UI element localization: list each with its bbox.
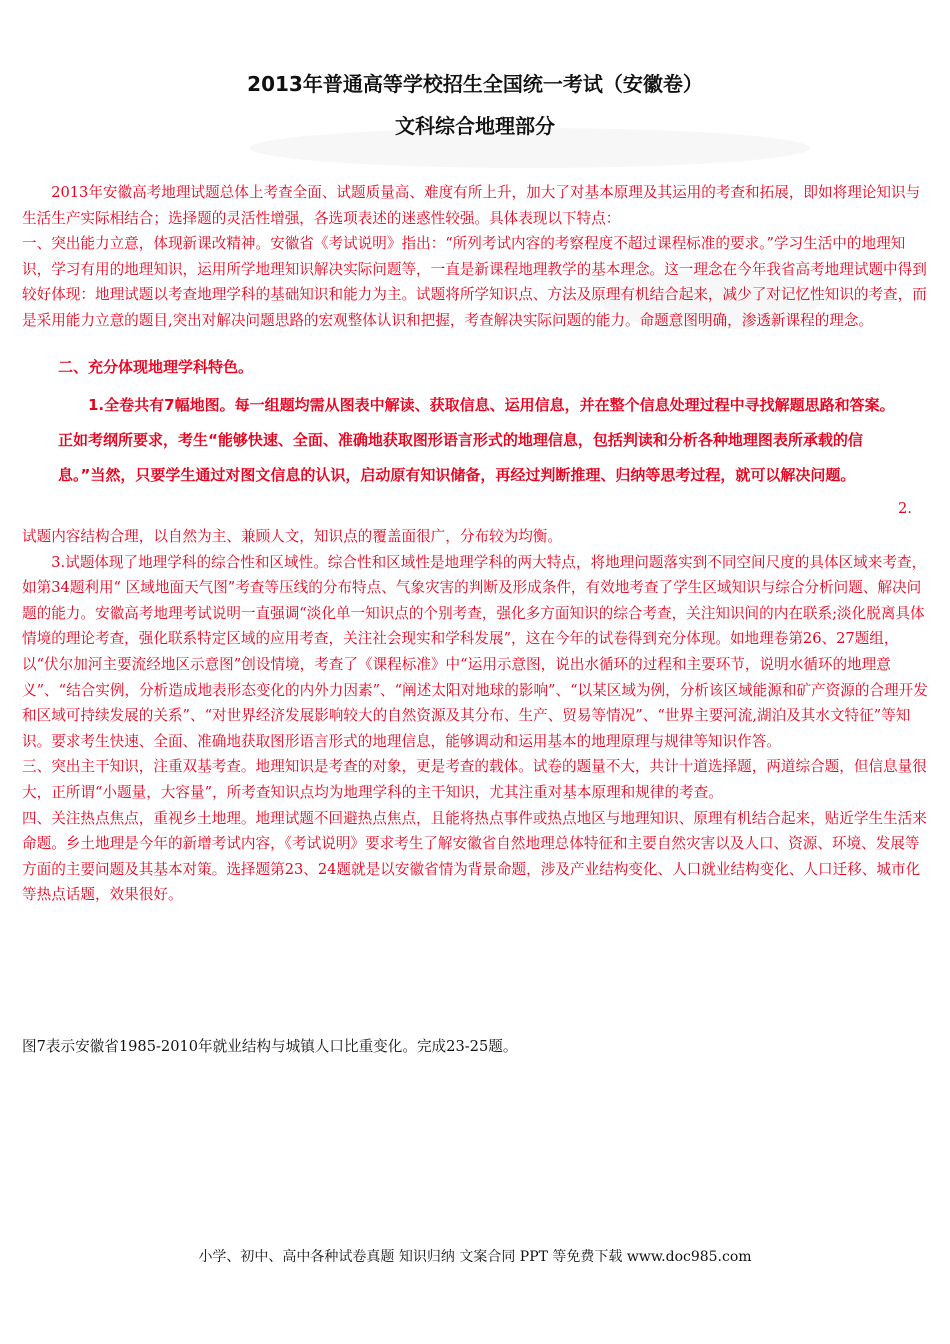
point3-paragraph: 3.试题体现了地理学科的综合性和区域性。综合性和区域性是地理学科的两大特点，将地理问题落实到不同空间尺度的具体区域来考查，如第34题利用“ 区域地面天气图”考查等压线的分布特点、气象灾害的判断及形成条件，有效地考查了学生区域知识与综合分析问题、解决问题的能力。安徽高考地理考试说明一直强调“淡化单一知识点的个别考查，强化多方面知识的综合考查，关注知识间的内在联系;淡化脱离具体情境的理论考查，强化联系特定区域的应用考查，关注社会现实和学科发展”，这在今年的试卷得到充分体现。如地理卷第26、27题组，以“伏尔加河主要流经地区示意图”创设情境，考查了《课程标准》中“运用示意图，说出水循环的过程和主要环节，说明水循环的地理意义”、“结合实例，分析造成地表形态变化的内外力因素”、“阐述太阳对地球的影响”、“以某区域为例，分析该区域能源和矿产资源的合理开发和区域可持续发展的关系”、“对世界经济发展影响较大的自然资源及其分布、生产、贸易等情况”、“世界主要河流,湖泊及其水文特征”等知识。要求考生快速、全面、准确地获取图形语言形式的地理信息，能够调动和运用基本的地理原理与规律等知识作答。 [22, 553, 928, 750]
intro-paragraph: 2013年安徽高考地理试题总体上考查全面、试题质量高、难度有所上升，加大了对基本原理及其运用的考查和拓展，即如将理论知识与生活生产实际相结合；选择题的灵活性增强，各选项表述的迷惑性较强。具体表现以下特点： [22, 184, 921, 227]
figure-intro-text: 图7表示安徽省1985-2010年就业结构与城镇人口比重变化。完成23-25题。 [22, 1038, 518, 1055]
footer-link-text[interactable]: 小学、初中、高中各种试卷真题 知识归纳 文案合同 PPT 等免费下载 www.doc985.com [198, 1249, 752, 1265]
section2-point1: 1.全卷共有7幅地图。每一组题均需从图表中解读、获取信息、运用信息，并在整个信息处理过程中寻找解题思路和答案。正如考纲所要求，考生“能够快速、全面、准确地获取图形语言形式的地理信息，包括判读和分析各种地理图表所承载的信息。”当然，只要学生通过对图文信息的认识，启动原有知识储备，再经过判断推理、归纳等思考过程，就可以解决问题。 [58, 396, 895, 484]
section4-paragraph: 四、关注热点焦点，重视乡土地理。地理试题不回避热点焦点，且能将热点事件或热点地区与地理知识、原理有机结合起来，贴近学生生活来命题。乡土地理是今年的新增考试内容，《考试说明》要求考生了解安徽省自然地理总体特征和主要自然灾害以及人口、资源、环境、发展等方面的主要问题及其基本对策。选择题第23、24题就是以安徽省情为背景命题，涉及产业结构变化、人口就业结构变化、人口迁移、城市化等热点话题，效果很好。 [22, 809, 927, 904]
lower-body [22, 524, 928, 908]
section2-heading: 二、充分体现地理学科特色。 [58, 358, 254, 376]
document-title: 2013年普通高等学校招生全国统一考试（安徽卷） [247, 72, 703, 96]
section1-paragraph: 一、突出能力立意，体现新课改精神。安徽省《考试说明》指出：“所列考试内容的考察程度不超过课程标准的要求。”学习生活中的地理知识，学习有用的地理知识，运用所学地理知识解决实际问题等，一直是新课程地理教学的基本理念。这一理念在今年我省高考地理试题中得到较好体现：地理试题以考查地理学科的基础知识和能力为主。试题将所学知识点、方法及原理有机结合起来，减少了对记忆性知识的考查，而是采用能力立意的题目,突出对解决问题思路的宏观整体认识和把握，考查解决实际问题的能力。命题意图明确，渗透新课程的理念。 [22, 235, 927, 329]
point2-number: 2. [898, 500, 912, 517]
upper-body [22, 180, 928, 334]
point2-paragraph: 试题内容结构合理，以自然为主、兼顾人文，知识点的覆盖面很广，分布较为均衡。 [22, 528, 562, 545]
document-subtitle: 文科综合地理部分 [395, 114, 555, 138]
section3-paragraph: 三、突出主干知识，注重双基考查。地理知识是考查的对象，更是考查的载体。试卷的题量不大，共计十道选择题，两道综合题，但信息量很大，正所谓“小题量，大容量”，所考查知识点均为地理学科的主干知识，尤其注重对基本原理和规律的考查。 [22, 758, 927, 801]
